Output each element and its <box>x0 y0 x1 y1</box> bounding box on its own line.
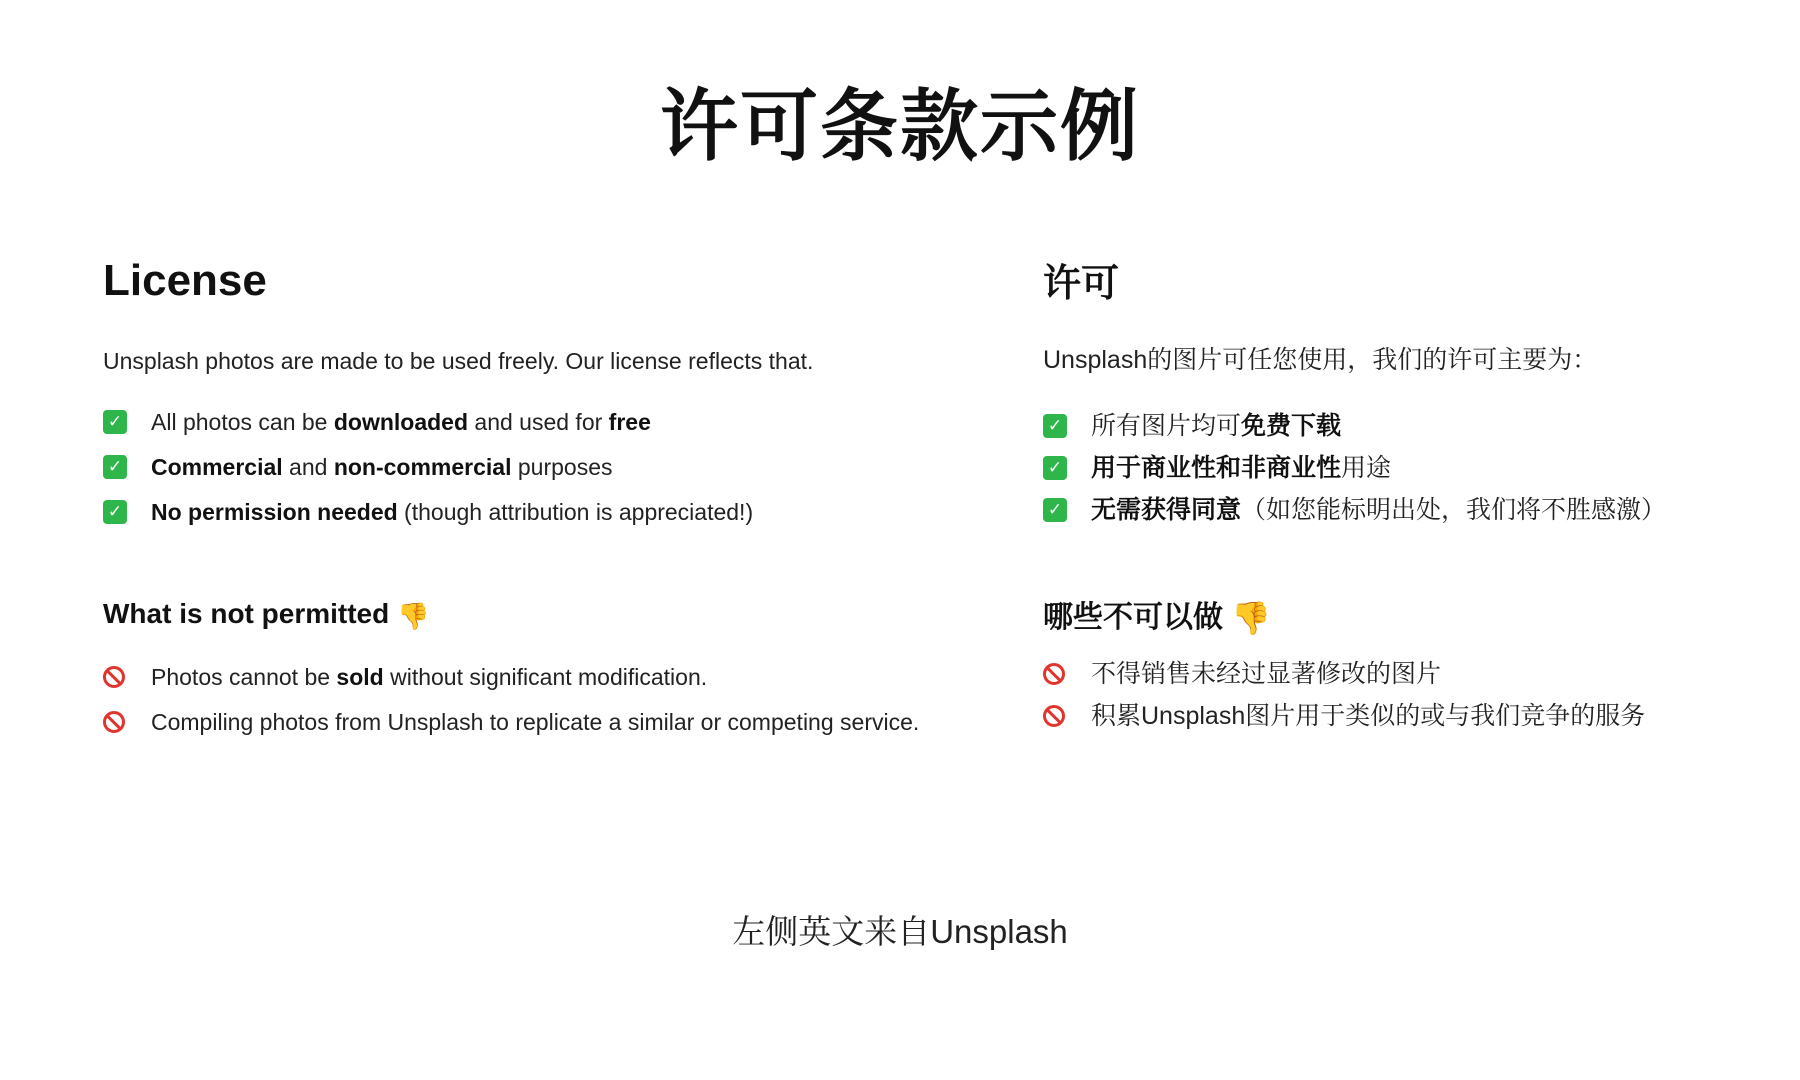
allowed-item-text: Commercial and non-commercial purposes <box>151 454 613 480</box>
check-mark-icon: ✓ <box>1043 414 1067 438</box>
source-footnote: 左侧英文来自Unsplash <box>732 913 1068 950</box>
check-mark-icon: ✓ <box>103 500 127 524</box>
allowed-item-text: All photos can be downloaded and used for free <box>151 409 651 435</box>
check-mark-icon: ✓ <box>1043 456 1067 480</box>
thumbs-down-icon: 👎 <box>397 602 430 632</box>
thumbs-down-icon: 👎 <box>1231 599 1271 637</box>
prohibited-icon <box>1043 663 1065 685</box>
not-permitted-heading-zh: 哪些不可以做 👎 <box>1043 599 1271 637</box>
not-permitted-heading: What is not permitted 👎 <box>103 598 430 632</box>
not-permitted-item-text: Photos cannot be sold without significant modification. <box>151 664 708 690</box>
page-title: 许可条款示例 <box>659 82 1140 170</box>
license-heading: License <box>103 256 267 305</box>
license-heading-zh: 许可 <box>1043 263 1120 305</box>
allowed-item-text: 无需获得同意（如您能标明出处，我们将不胜感激） <box>1091 496 1667 524</box>
prohibited-icon <box>1043 705 1065 727</box>
prohibited-icon <box>103 711 125 733</box>
not-permitted-item-text: 积累Unsplash图片用于类似的或与我们竞争的服务 <box>1091 702 1646 730</box>
license-intro-zh: Unsplash的图片可任您使用，我们的许可主要为： <box>1043 346 1598 374</box>
allowed-item-text: No permission needed (though attribution is appreciated!) <box>151 499 754 525</box>
allowed-item-text: 用于商业性和非商业性用途 <box>1091 454 1392 482</box>
license-intro: Unsplash photos are made to be used freely. Our license reflects that. <box>103 348 814 374</box>
allowed-item-text: 所有图片均可免费下载 <box>1091 412 1342 440</box>
check-mark-icon: ✓ <box>1043 498 1067 522</box>
check-mark-icon: ✓ <box>103 410 127 434</box>
not-permitted-item-text: 不得销售未经过显著修改的图片 <box>1091 660 1442 688</box>
prohibited-icon <box>103 666 125 688</box>
not-permitted-item-text: Compiling photos from Unsplash to replicate a similar or competing service. <box>151 709 920 735</box>
check-mark-icon: ✓ <box>103 455 127 479</box>
